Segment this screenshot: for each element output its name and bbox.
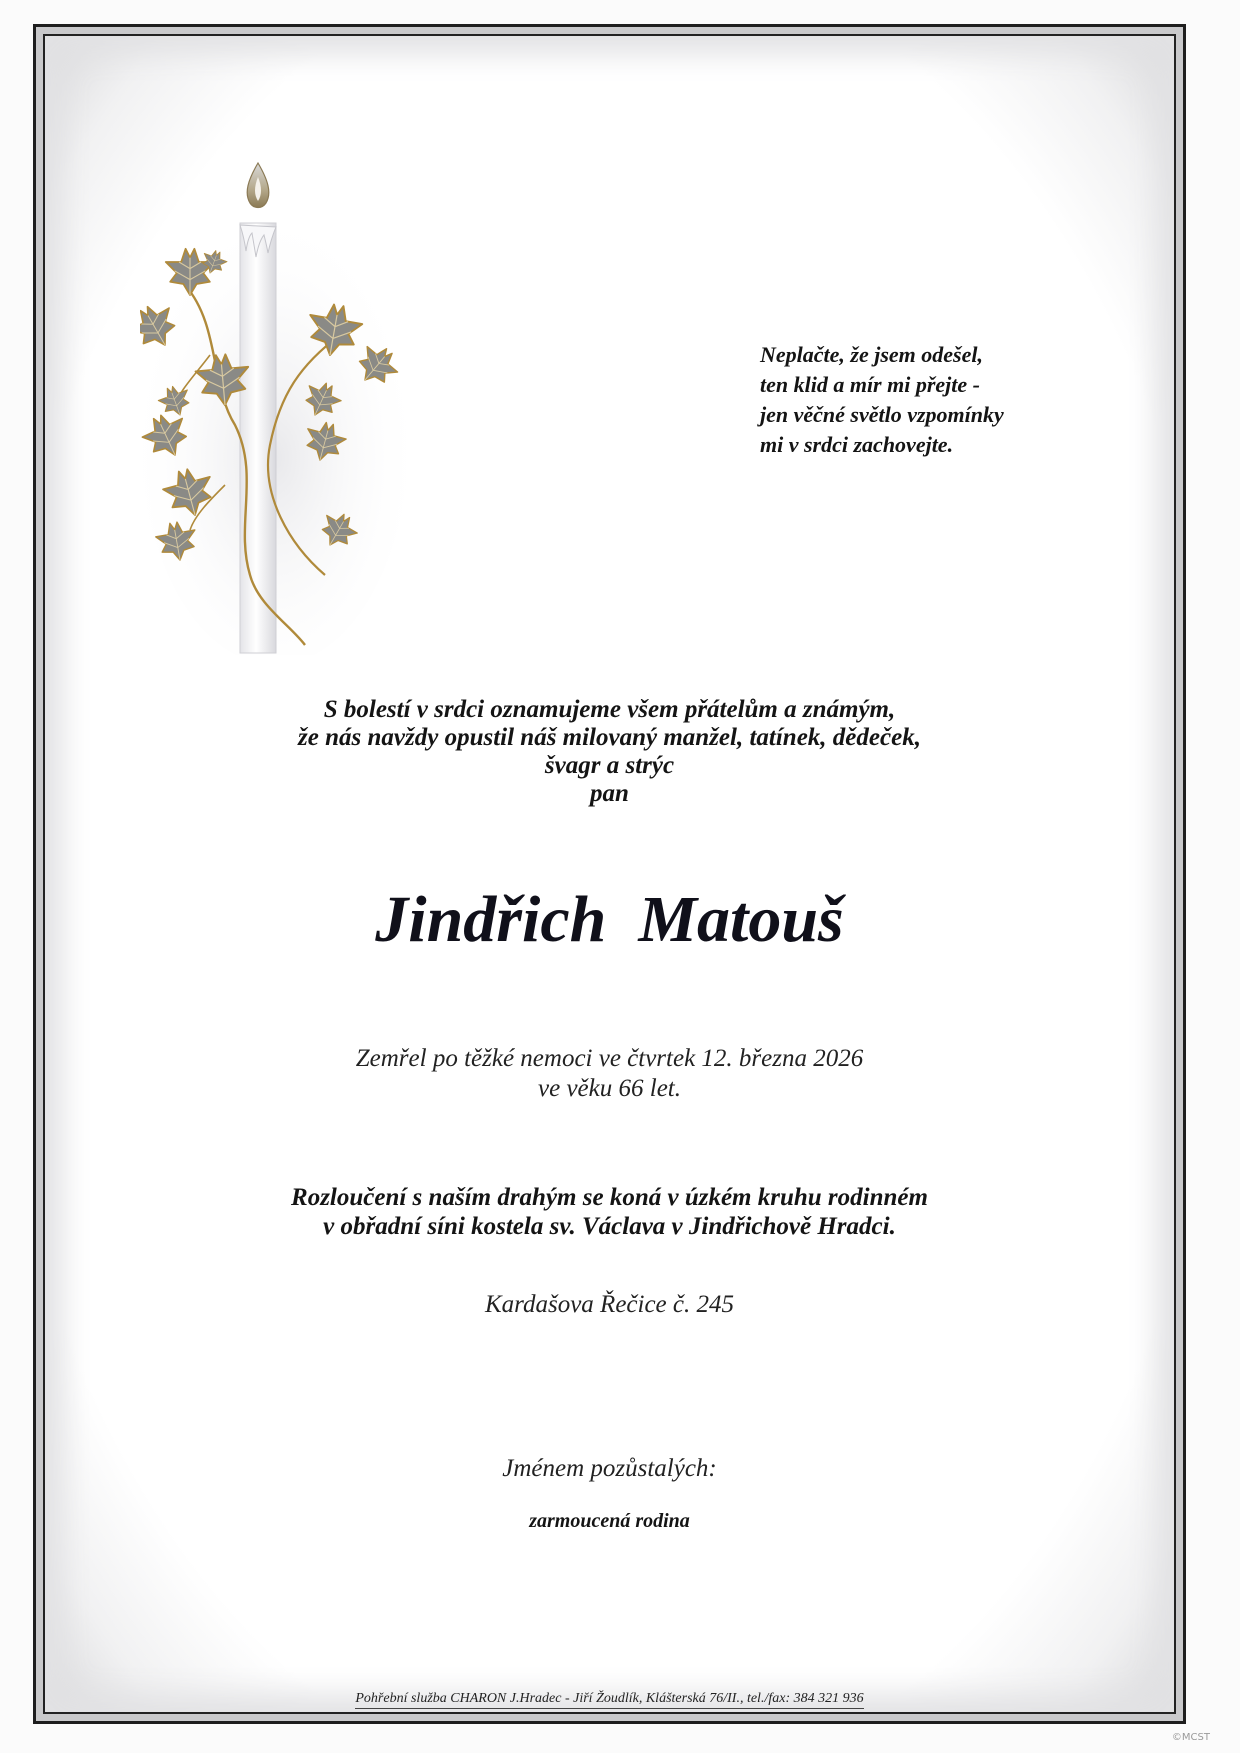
family-signature: zarmoucená rodina <box>529 1510 690 1532</box>
poem-line: ten klid a mír mi přejte - <box>760 372 980 397</box>
funeral-service-footer <box>43 1691 1176 1709</box>
address: Kardašova Řečice č. 245 <box>485 1291 734 1318</box>
poem-line: Neplačte, že jsem odešel, <box>760 342 983 367</box>
announcement-line: švagr a strýc <box>544 752 675 779</box>
first-name: Jindřich <box>375 883 607 956</box>
poem-line: jen věčné světlo vzpomínky <box>760 402 1004 427</box>
watermark: ©MCST <box>1171 1732 1210 1743</box>
announcement-line: S bolestí v srdci oznamujeme všem přátelům a známým, <box>323 696 896 723</box>
announcement-line: že nás navždy opustil náš milovaný manžel, tatínek, dědeček, <box>298 724 921 751</box>
last-name: Matouš <box>638 883 844 956</box>
footer-text: Pohřební služba CHARON J.Hradec - Jiří Žoudlík, Klášterská 76/II., tel./fax: 384 321 936 <box>355 1691 863 1709</box>
death-notice <box>43 1044 1176 1104</box>
farewell-line: v obřadní síni kostela sv. Václava v Jindřichově Hradci. <box>323 1213 896 1240</box>
announcement <box>43 696 1176 808</box>
poem <box>760 340 1004 460</box>
behalf-label: Jménem pozůstalých: <box>502 1455 717 1482</box>
death-notice-line: ve věku 66 let. <box>538 1075 681 1102</box>
farewell-notice <box>43 1183 1176 1241</box>
poem-line: mi v srdci zachovejte. <box>760 432 954 457</box>
candle-ivy-icon <box>140 155 410 655</box>
announcement-line: pan <box>590 780 629 807</box>
deceased-name <box>43 880 1176 960</box>
farewell-line: Rozloučení s naším drahým se koná v úzkém kruhu rodinném <box>291 1184 928 1211</box>
death-notice-line: Zemřel po těžké nemoci ve čtvrtek 12. března 2026 <box>355 1045 864 1072</box>
